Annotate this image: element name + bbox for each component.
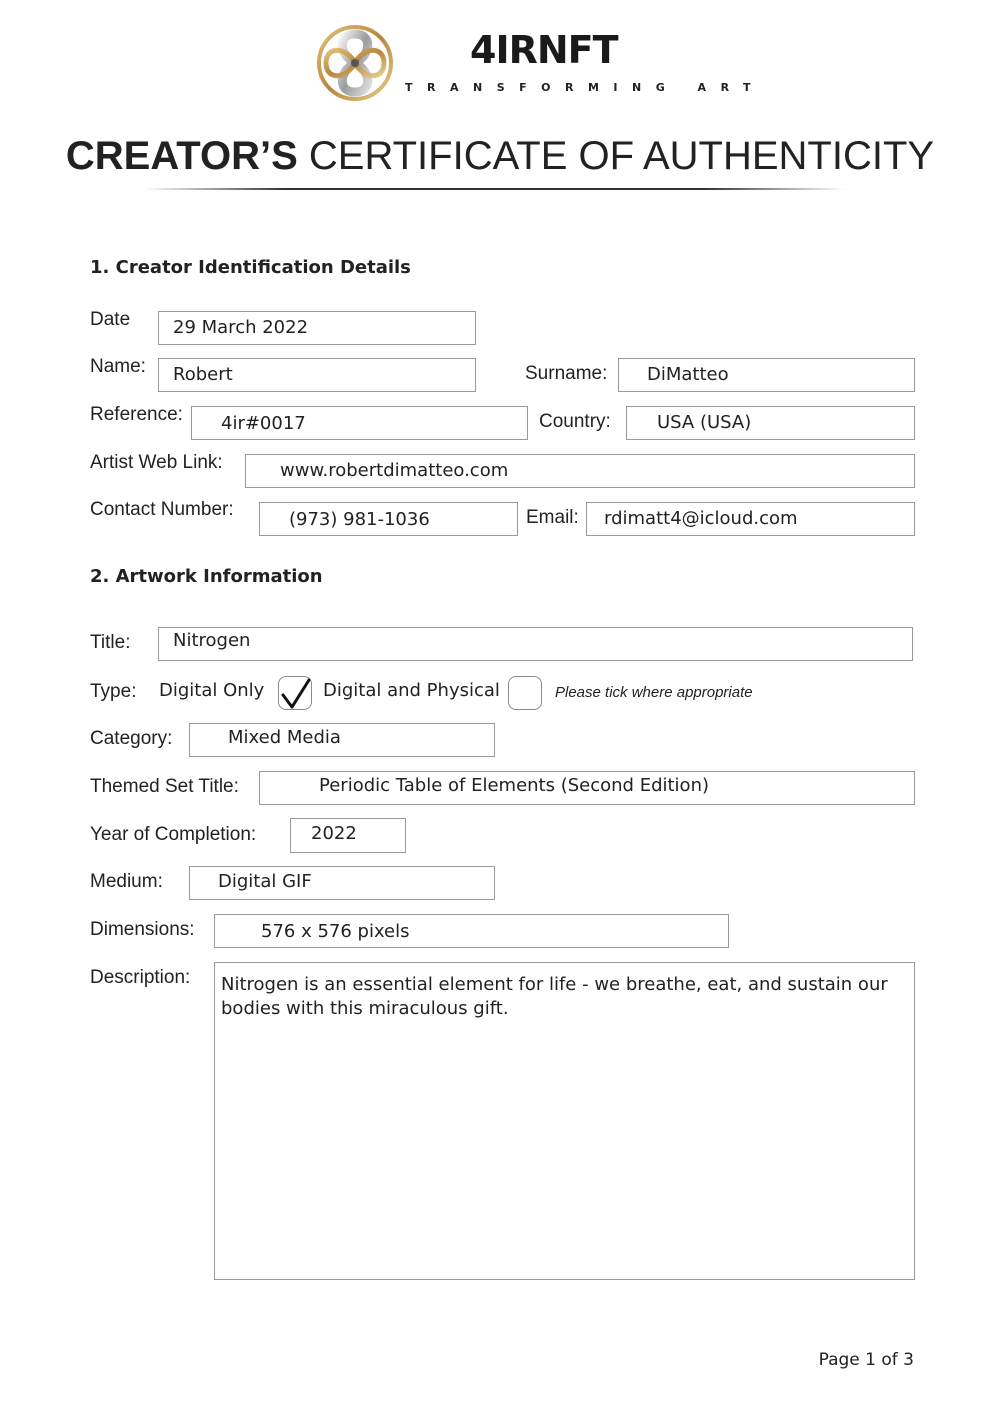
email-label: Email: [526, 507, 579, 528]
medium-field[interactable]: Digital GIF [189, 866, 495, 900]
year-field[interactable]: 2022 [290, 818, 406, 853]
description-textarea[interactable]: Nitrogen is an essential element for life - we breathe, eat, and sustain our bodies with this miraculous gift. [214, 962, 915, 1280]
title-rest: CERTIFICATE OF AUTHENTICITY [297, 134, 935, 178]
country-label: Country: [539, 411, 611, 432]
dimensions-label: Dimensions: [90, 919, 195, 940]
page-title [0, 134, 1000, 179]
reference-label: Reference: [90, 404, 183, 425]
surname-label: Surname: [525, 363, 608, 384]
name-label: Name: [90, 356, 146, 377]
category-field[interactable]: Mixed Media [189, 723, 495, 757]
description-label: Description: [90, 967, 191, 988]
contact-label: Contact Number: [90, 499, 234, 520]
page-number: Page 1 of 3 [818, 1350, 914, 1370]
digital-physical-checkbox[interactable] [508, 676, 542, 710]
date-label: Date [90, 309, 131, 330]
dimensions-field[interactable]: 576 x 576 pixels [214, 914, 729, 948]
brand-name: 4IRNFT [470, 28, 618, 72]
tick-note: Please tick where appropriate [555, 684, 753, 701]
checkmark-icon [279, 677, 313, 711]
medium-label: Medium: [90, 871, 163, 892]
title-label: Title: [90, 632, 131, 653]
weblink-label: Artist Web Link: [90, 452, 223, 473]
brand-tagline: TRANSFORMING ART [405, 81, 766, 94]
email-field[interactable]: rdimatt4@icloud.com [586, 502, 915, 536]
logo-emblem [316, 24, 394, 102]
type-digital-only-label: Digital Only [159, 680, 265, 701]
reference-field[interactable]: 4ir#0017 [191, 406, 528, 440]
date-field[interactable]: 29 March 2022 [158, 311, 476, 345]
name-field[interactable]: Robert [158, 358, 476, 392]
surname-field[interactable]: DiMatteo [618, 358, 915, 392]
themed-set-field[interactable]: Periodic Table of Elements (Second Edition) [259, 771, 915, 805]
infinity-knot-logo-icon [316, 24, 394, 102]
digital-only-checkbox[interactable] [278, 676, 312, 710]
title-field[interactable]: Nitrogen [158, 627, 913, 661]
weblink-field[interactable]: www.robertdimatteo.com [245, 454, 915, 488]
section-1-heading: 1. Creator Identification Details [90, 257, 411, 278]
year-label: Year of Completion: [90, 824, 257, 845]
section-2-heading: 2. Artwork Information [90, 566, 323, 587]
country-field[interactable]: USA (USA) [626, 406, 915, 440]
contact-field[interactable]: (973) 981-1036 [259, 502, 518, 536]
themed-set-label: Themed Set Title: [90, 776, 239, 797]
category-label: Category: [90, 728, 173, 749]
title-bold-part: CREATOR’S [65, 134, 298, 178]
type-label: Type: [90, 681, 137, 702]
title-divider [145, 188, 845, 190]
type-digital-physical-label: Digital and Physical [323, 680, 500, 701]
